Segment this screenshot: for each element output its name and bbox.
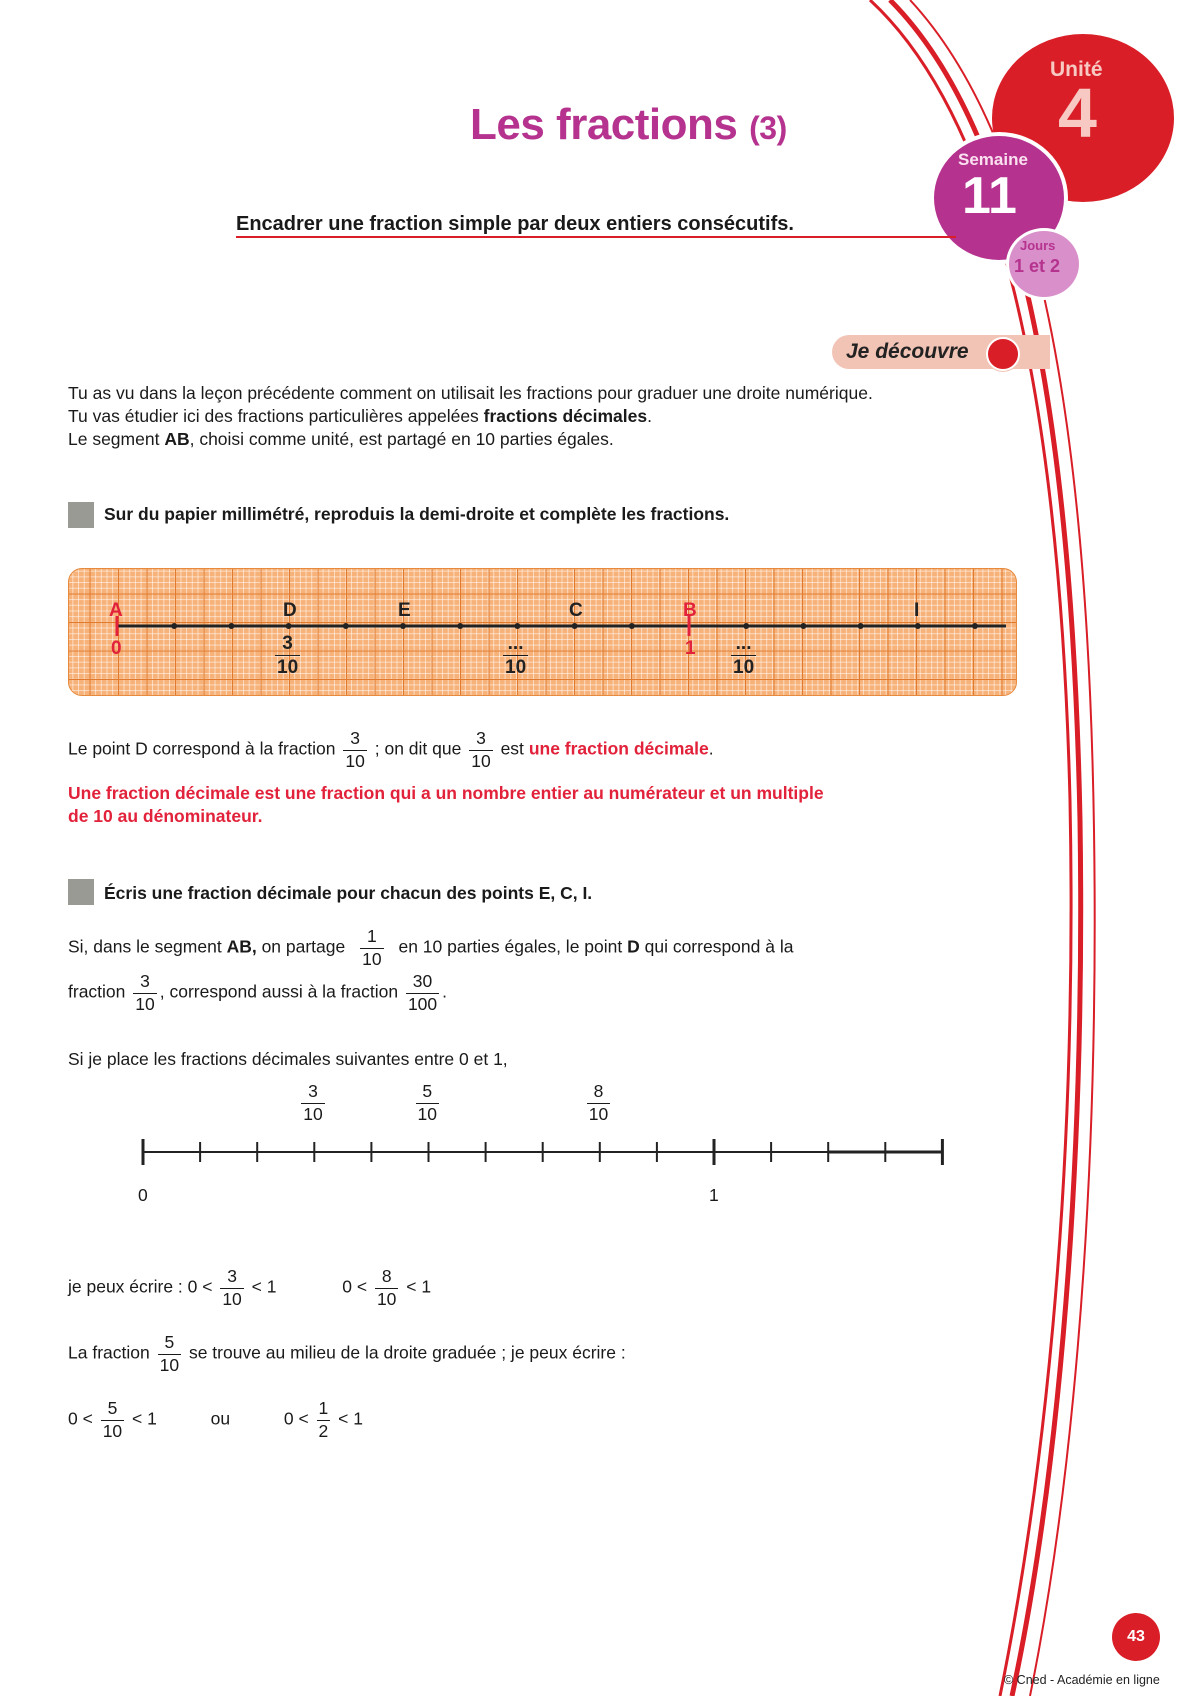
para-4: [68, 1334, 626, 1374]
para2-f3-den: 100: [407, 993, 438, 1014]
intro-line-2-c: .: [647, 406, 652, 426]
frac-i-den: 10: [733, 657, 755, 678]
frac-i-num: ...: [735, 633, 752, 654]
rule-line-1: Une fraction décimale est une fraction qui a un nombre entier au numérateur et un multiple: [68, 783, 824, 803]
ineq2-f2-den: 2: [318, 1420, 329, 1441]
para2-c: on partage: [256, 936, 346, 957]
label-one: 1: [685, 638, 696, 659]
ineq1-f2-den: 10: [376, 1288, 397, 1309]
para2-f2-den: 10: [135, 993, 155, 1014]
ineq2-f2-num: 1: [318, 1398, 329, 1418]
nl2-fraction-num: 5: [422, 1081, 433, 1101]
label-d: D: [283, 600, 297, 621]
nl2-fraction-num: 3: [308, 1081, 318, 1101]
para2-f: qui correspond à la: [639, 936, 794, 957]
def-sent-e: .: [708, 738, 714, 759]
para2-e: D: [627, 936, 640, 957]
def-frac-num-2: 3: [476, 728, 486, 748]
label-e: E: [398, 600, 411, 621]
ineq1-lt1: < 1: [251, 1276, 277, 1297]
label-i: I: [914, 600, 920, 621]
title-number: (3): [749, 110, 787, 146]
section-label: Je découvre: [846, 340, 969, 363]
inequality-line-1: [68, 1268, 431, 1308]
ineq2-f1-den: 10: [102, 1420, 123, 1441]
ineq2-p1: 0 <: [68, 1408, 93, 1429]
ineq1-second-prefix: 0 <: [342, 1276, 368, 1297]
intro-line-2-bold: fractions décimales: [483, 406, 648, 426]
intro-line-3-bold: AB: [164, 429, 190, 449]
ineq1-prefix: je peux écrire : 0 <: [68, 1276, 213, 1297]
inequality-line-2: [68, 1400, 363, 1440]
ineq2-lt2: < 1: [338, 1408, 363, 1429]
def-sent-a: Le point D correspond à la fraction: [68, 738, 336, 759]
nl2-fraction-1: [413, 1083, 442, 1123]
para2-b: AB,: [226, 936, 257, 957]
unit-number: 4: [1058, 74, 1097, 152]
para2-h: , correspond aussi à la fraction: [159, 981, 399, 1002]
intro-line-2-a: Tu vas étudier ici des fractions particulières appelées: [68, 406, 484, 426]
para-3: Si je place les fractions décimales suivantes entre 0 et 1,: [68, 1049, 508, 1069]
nl2-fraction-den: 10: [303, 1103, 323, 1124]
nl2-fraction-0: [298, 1083, 327, 1123]
nl2-one: 1: [709, 1185, 719, 1205]
para4-a: La fraction: [68, 1342, 150, 1363]
title-text: Les fractions: [470, 100, 738, 149]
def-sent-c: est: [500, 738, 524, 759]
intro-line-3-a: Le segment: [68, 429, 165, 449]
para2-a: Si, dans le segment: [68, 936, 227, 957]
ineq2-ou: ou: [210, 1408, 231, 1429]
lesson-objective: Encadrer une fraction simple par deux entiers consécutifs.: [236, 213, 794, 235]
nl2-fraction-den: 10: [588, 1103, 609, 1124]
para2-i: .: [442, 981, 448, 1002]
instruction-2: Écris une fraction décimale pour chacun des points E, C, I.: [104, 883, 593, 903]
para2-f3-num: 30: [412, 971, 433, 991]
page-number: 43: [1112, 1613, 1160, 1661]
frac-c-num: ...: [507, 633, 524, 654]
intro-line-1: Tu as vu dans la leçon précédente comment on utilisait les fractions pour graduer une droite numérique.: [68, 383, 873, 403]
frac-d-num: 3: [282, 633, 293, 654]
def-frac-den-2: 10: [471, 750, 491, 771]
nl2-zero: 0: [138, 1185, 148, 1205]
label-c: C: [569, 600, 583, 621]
para4-f-num: 5: [164, 1332, 175, 1352]
def-sent-b: ; on dit que: [374, 738, 462, 759]
days-value: 1 et 2: [1014, 256, 1061, 276]
unit-label: Unité: [1050, 58, 1103, 81]
def-highlight: une fraction décimale: [528, 738, 709, 759]
para2-f2-num: 3: [140, 971, 150, 991]
intro-line-3-c: , choisi comme unité, est partagé en 10 parties égales.: [189, 429, 614, 449]
para2-f1-num: 1: [366, 926, 377, 946]
label-b: B: [683, 600, 697, 621]
para2-d: en 10 parties égales, le point: [398, 936, 628, 957]
copyright: © Cned - Académie en ligne: [1004, 1673, 1160, 1687]
ineq1-f1-den: 10: [222, 1288, 242, 1309]
nl2-fraction-num: 8: [593, 1081, 604, 1101]
instruction-1: Sur du papier millimétré, reproduis la demi-droite et complète les fractions.: [104, 504, 730, 524]
para2-f1-den: 10: [362, 948, 382, 969]
week-number: 11: [962, 167, 1017, 225]
para2-g: fraction: [68, 981, 126, 1002]
def-frac-num-1: 3: [350, 728, 360, 748]
para4-b: se trouve au milieu de la droite graduée ; je peux écrire :: [188, 1342, 626, 1363]
rule-line-2: de 10 au dénominateur.: [68, 806, 263, 826]
nl2-fraction-den: 10: [417, 1103, 437, 1124]
ineq2-f1-num: 5: [107, 1398, 118, 1418]
days-label: Jours: [1020, 238, 1056, 253]
week-label: Semaine: [958, 150, 1028, 169]
para4-f-den: 10: [159, 1354, 180, 1375]
ineq1-f1-num: 3: [227, 1266, 237, 1286]
ineq1-f2-num: 8: [381, 1266, 392, 1286]
ineq1-lt2: < 1: [406, 1276, 432, 1297]
label-zero: 0: [111, 638, 122, 659]
def-frac-den-1: 10: [345, 750, 365, 771]
frac-d-den: 10: [277, 657, 299, 678]
nl2-fraction-2: [584, 1083, 613, 1123]
frac-c-den: 10: [505, 657, 527, 678]
label-a: A: [109, 600, 123, 621]
ineq2-lt1: < 1: [132, 1408, 157, 1429]
ineq2-p2: 0 <: [283, 1408, 309, 1429]
